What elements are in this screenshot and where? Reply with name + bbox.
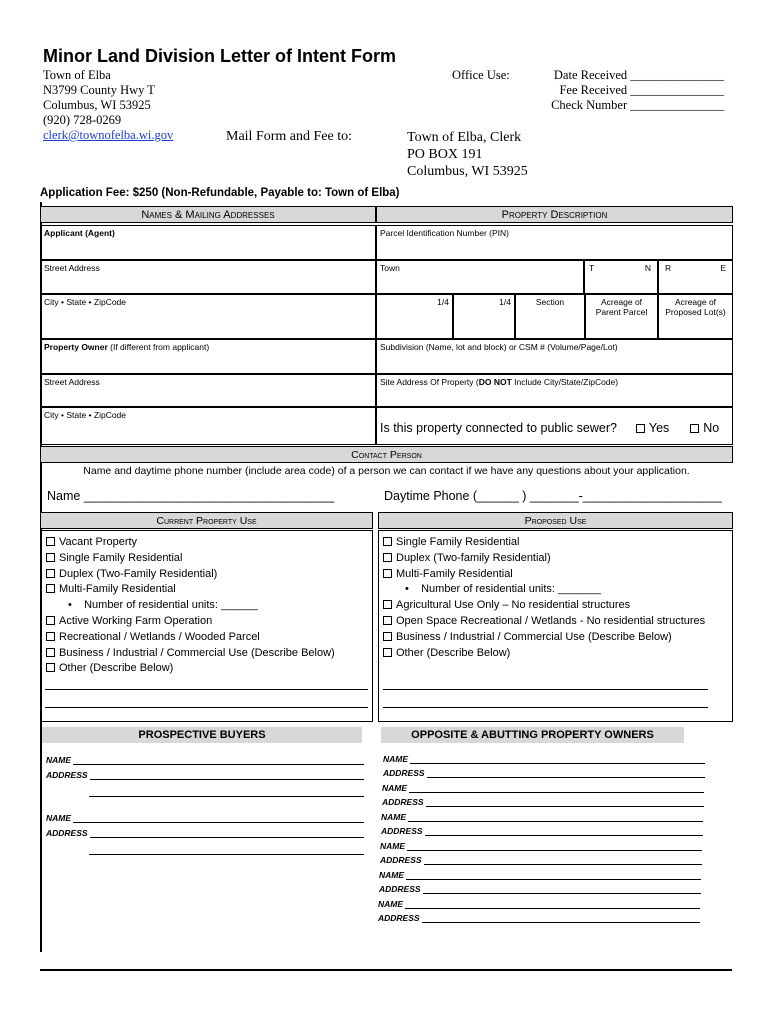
current-use-item[interactable]: Single Family Residential	[46, 551, 335, 567]
city-field[interactable]	[40, 294, 376, 339]
current-use-item[interactable]: Duplex (Two-Family Residential)	[46, 567, 335, 583]
names-header: Names & Mailing Addresses	[40, 206, 376, 223]
current-describe-line-2[interactable]	[45, 707, 368, 708]
checkbox-icon[interactable]	[46, 648, 55, 657]
current-use-item[interactable]: Vacant Property	[46, 535, 335, 551]
owner-name-label: NAME	[383, 753, 409, 764]
sewer-no-checkbox[interactable]	[690, 424, 699, 433]
owner-name-label: NAME	[380, 840, 406, 851]
mail-to-address	[407, 129, 528, 180]
application-fee: Application Fee: $250 (Non-Refundable, Payable to: Town of Elba)	[40, 187, 400, 199]
owner-name-line[interactable]	[406, 879, 701, 880]
owner-address-label: ADDRESS	[383, 768, 425, 779]
sewer-yes-checkbox[interactable]	[636, 424, 645, 433]
checkbox-icon[interactable]	[46, 537, 55, 546]
owner-entry-6	[378, 894, 700, 923]
current-use-item[interactable]: Multi-Family Residential	[46, 582, 335, 598]
town-name: Town of Elba	[43, 68, 111, 82]
subdivision-label: Subdivision (Name, lot and block) or CSM # (Volume/Page/Lot)	[380, 342, 618, 352]
mail-form-label: Mail Form and Fee to:	[226, 129, 352, 144]
site-label-post: Include City/State/ZipCode)	[511, 377, 619, 387]
bullet-icon: •	[405, 583, 409, 596]
current-units-field[interactable]: • Number of residential units: ______	[68, 599, 258, 612]
office-use-fields	[544, 68, 724, 113]
owner-address-label: ADDRESS	[378, 913, 420, 924]
buyer-entry-1	[46, 750, 364, 797]
applicant-field[interactable]	[40, 225, 376, 260]
checkbox-icon[interactable]	[46, 584, 55, 593]
bottom-rule	[40, 969, 732, 971]
city2-label: City • State • ZipCode	[44, 410, 127, 420]
acreage-parent-label-2: Parent Parcel	[595, 307, 648, 317]
pin-label: Parcel Identification Number (PIN)	[380, 228, 509, 238]
checkbox-icon[interactable]	[383, 600, 392, 609]
quarter2-field[interactable]	[453, 294, 515, 339]
current-use-item[interactable]: Other (Describe Below)	[46, 661, 335, 677]
current-use-item[interactable]: Business / Industrial / Commercial Use (Describe Below)	[46, 646, 335, 662]
owner-entry-1	[383, 749, 705, 778]
buyer-name-label: NAME	[46, 813, 72, 823]
proposed-describe-line-2[interactable]	[383, 707, 708, 708]
buyer-address-line[interactable]	[90, 837, 364, 838]
acreage-parent-label-1: Acreage of	[600, 297, 643, 307]
owner-name-label: NAME	[378, 898, 404, 909]
owner-note: (If different from applicant)	[107, 342, 210, 352]
owner-name-label: NAME	[379, 869, 405, 880]
owner-field[interactable]	[40, 339, 376, 374]
r-label: R	[665, 263, 672, 273]
buyer-address-line[interactable]	[90, 779, 364, 780]
owner-entry-3	[381, 807, 703, 836]
applicant-label: Applicant (Agent)	[44, 228, 115, 238]
owners-header: OPPOSITE & ABUTTING PROPERTY OWNERS	[381, 727, 684, 743]
town-city: Columbus, WI 53925	[43, 98, 151, 112]
subdivision-field[interactable]	[376, 339, 733, 374]
acreage-proposed-label-2: Proposed Lot(s)	[665, 307, 726, 317]
owner-address-label: ADDRESS	[379, 884, 421, 895]
township-field[interactable]	[584, 260, 658, 294]
check-number[interactable]: Check Number _______________	[551, 98, 724, 112]
buyer-address-line-2[interactable]	[89, 796, 364, 797]
buyer-address-label: ADDRESS	[46, 828, 88, 838]
checkbox-icon[interactable]	[383, 553, 392, 562]
street-field[interactable]	[40, 260, 376, 294]
town-phone: (920) 728-0269	[43, 113, 122, 127]
section-field[interactable]	[515, 294, 585, 339]
owner-name-line[interactable]	[405, 908, 700, 909]
sewer-yes-label: Yes	[648, 421, 670, 435]
checkbox-icon[interactable]	[383, 648, 392, 657]
mail-to-line-2: PO BOX 191	[407, 147, 483, 162]
section-label: Section	[535, 297, 565, 307]
email-link[interactable]: clerk@townofelba.wi.gov	[43, 128, 174, 142]
checkbox-icon[interactable]	[383, 569, 392, 578]
contact-instruction: Name and daytime phone number (include area code) of a person we can contact if we have any questions about your application.	[83, 465, 690, 477]
site-address-field[interactable]	[376, 374, 733, 407]
buyers-header: PROSPECTIVE BUYERS	[42, 727, 362, 743]
owner-label: Property Owner	[44, 342, 108, 352]
range-field[interactable]	[658, 260, 733, 294]
mail-to-line-3: Columbus, WI 53925	[407, 164, 528, 179]
buyer-address-line-2[interactable]	[89, 854, 364, 855]
town-street: N3799 County Hwy T	[43, 83, 155, 97]
owner-name-label: NAME	[382, 782, 408, 793]
buyer-address-label: ADDRESS	[46, 770, 88, 780]
acreage-proposed-label-1: Acreage of	[674, 297, 717, 307]
proposed-use-item[interactable]: Open Space Recreational / Wetlands - No residential structures	[383, 614, 705, 630]
quarter1-field[interactable]	[376, 294, 453, 339]
sewer-no-label: No	[703, 421, 720, 435]
sewer-field	[376, 407, 733, 445]
contact-name-field[interactable]: Name ____________________________________	[47, 489, 335, 503]
buyer-name-line[interactable]	[73, 764, 364, 765]
street-label: Street Address	[44, 263, 100, 273]
checkbox-icon[interactable]	[46, 632, 55, 641]
owner-name-label: NAME	[381, 811, 407, 822]
current-use-item[interactable]: Active Working Farm Operation	[46, 614, 335, 630]
t-label: T	[589, 263, 595, 273]
owner-entry-4	[380, 836, 702, 865]
owner-address-label: ADDRESS	[381, 826, 423, 837]
owner-name-line[interactable]	[408, 821, 703, 822]
proposed-describe-line-1[interactable]	[383, 689, 708, 690]
proposed-use-list	[383, 535, 705, 661]
checkbox-icon[interactable]	[46, 553, 55, 562]
proposed-use-item[interactable]: Other (Describe Below)	[383, 646, 705, 662]
proposed-use-item[interactable]: Single Family Residential	[383, 535, 705, 551]
city2-field[interactable]	[40, 407, 376, 445]
acreage-parent-field[interactable]	[585, 294, 658, 339]
form-title: Minor Land Division Letter of Intent Form	[43, 46, 396, 66]
current-describe-line-1[interactable]	[45, 689, 368, 690]
e-label: E	[720, 263, 726, 273]
q1-label: 1/4	[437, 297, 449, 307]
current-use-header: Current Property Use	[40, 512, 373, 529]
sewer-question: Is this property connected to public sewer?	[380, 421, 617, 435]
buyer-name-label: NAME	[46, 755, 72, 765]
acreage-proposed-field[interactable]	[658, 294, 733, 339]
checkbox-icon[interactable]	[46, 616, 55, 625]
owner-entry-5	[379, 865, 701, 894]
proposed-use-header: Proposed Use	[378, 512, 733, 529]
buyer-entry-2	[46, 808, 364, 855]
site-label-bold: DO NOT	[478, 377, 512, 387]
town-field[interactable]	[376, 260, 584, 294]
city-label: City • State • ZipCode	[44, 297, 127, 307]
town-label: Town	[380, 263, 400, 273]
owner-entry-2	[382, 778, 704, 807]
owner-address-line[interactable]	[422, 922, 700, 923]
contact-header: Contact Person	[40, 446, 733, 463]
proposed-use-item[interactable]: Business / Industrial / Commercial Use (Describe Below)	[383, 630, 705, 646]
town-address	[43, 68, 173, 143]
checkbox-icon[interactable]	[383, 632, 392, 641]
site-label-pre: Site Address Of Property (	[380, 377, 479, 387]
owner-name-line[interactable]	[409, 792, 704, 793]
current-use-list	[46, 535, 335, 677]
owner-name-line[interactable]	[407, 850, 702, 851]
mail-to-line-1: Town of Elba, Clerk	[407, 130, 522, 145]
proposed-units-field[interactable]: • Number of residential units: _______	[405, 583, 601, 596]
owner-name-line[interactable]	[410, 763, 705, 764]
proposed-use-item[interactable]: Multi-Family Residential	[383, 567, 705, 583]
current-use-item[interactable]: Recreational / Wetlands / Wooded Parcel	[46, 630, 335, 646]
checkbox-icon[interactable]	[46, 569, 55, 578]
owner-address-label: ADDRESS	[380, 855, 422, 866]
buyer-name-line[interactable]	[73, 822, 364, 823]
q2-label: 1/4	[499, 297, 511, 307]
n-label: N	[644, 263, 651, 273]
contact-phone-field[interactable]: Daytime Phone (______ ) _______-____________________	[384, 489, 722, 503]
fee-received[interactable]: Fee Received _______________	[559, 83, 724, 97]
checkbox-icon[interactable]	[383, 537, 392, 546]
date-received[interactable]: Date Received _______________	[553, 68, 724, 82]
street2-field[interactable]	[40, 374, 376, 407]
checkbox-icon[interactable]	[46, 663, 55, 672]
office-use-label: Office Use:	[452, 68, 510, 82]
proposed-use-item[interactable]: Duplex (Two-family Residential)	[383, 551, 705, 567]
street2-label: Street Address	[44, 377, 100, 387]
property-header: Property Description	[376, 206, 733, 223]
bullet-icon: •	[68, 599, 72, 612]
checkbox-icon[interactable]	[383, 616, 392, 625]
proposed-use-item[interactable]: Agricultural Use Only – No residential structures	[383, 598, 705, 614]
pin-field[interactable]	[376, 225, 733, 260]
owner-address-label: ADDRESS	[382, 797, 424, 808]
